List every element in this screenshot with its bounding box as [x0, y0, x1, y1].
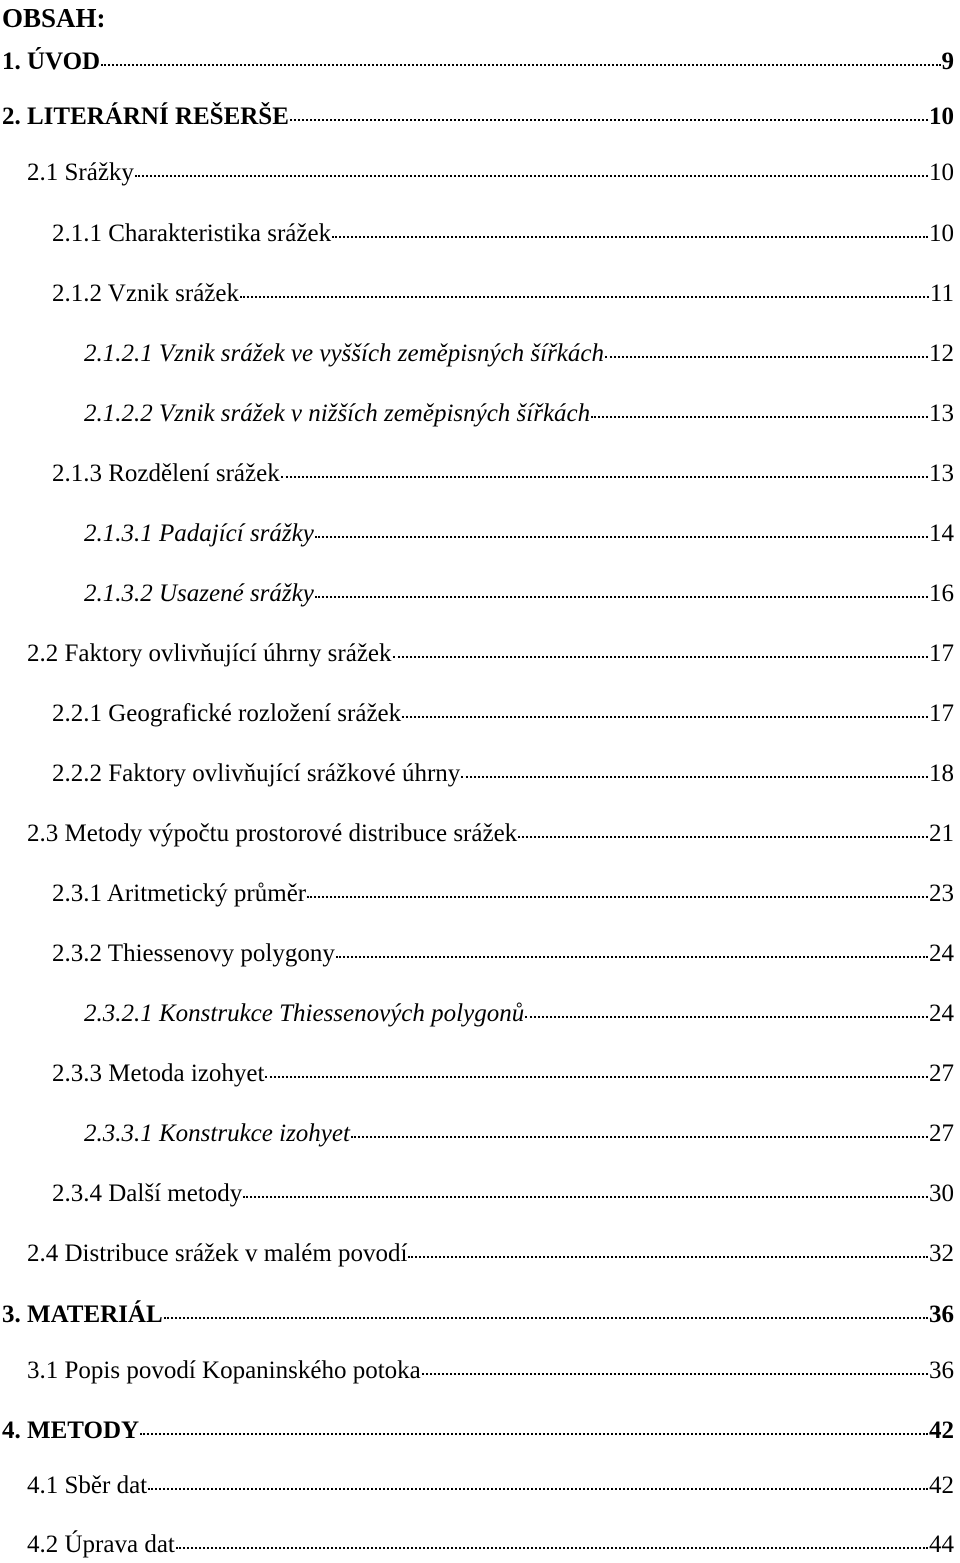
- toc-entry[interactable]: [27, 638, 954, 670]
- toc-entry[interactable]: [84, 578, 954, 610]
- leader-dots: [605, 356, 928, 358]
- leader-dots: [307, 896, 928, 898]
- toc-entry[interactable]: [84, 1118, 954, 1150]
- leader-dots: [101, 64, 940, 66]
- toc-entry-page: 27: [929, 1060, 954, 1087]
- toc-entry-title: 2.4 Distribuce srážek v malém povodí: [27, 1240, 408, 1267]
- toc-entry-page: 42: [929, 1472, 954, 1499]
- toc-entry[interactable]: [52, 698, 954, 730]
- leader-dots: [281, 476, 928, 478]
- toc-entry[interactable]: [52, 1058, 954, 1090]
- toc-entry-page: 36: [929, 1301, 954, 1328]
- toc-entry[interactable]: [84, 338, 954, 370]
- toc-entry-title: 2.3.2.1 Konstrukce Thiessenových polygonů: [84, 1000, 525, 1027]
- toc-entry[interactable]: [52, 758, 954, 790]
- toc-entry-page: 30: [929, 1180, 954, 1207]
- toc-entry-title: 2.2.1 Geografické rozložení srážek: [52, 700, 402, 727]
- toc-entry-title: 2. LITERÁRNÍ REŠERŠE: [2, 103, 289, 130]
- toc-entry[interactable]: [52, 458, 954, 490]
- leader-dots: [265, 1076, 928, 1078]
- leader-dots: [336, 956, 928, 958]
- toc-entry-page: 10: [929, 159, 954, 186]
- leader-dots: [408, 1256, 928, 1258]
- toc-entry-title: 2.1 Srážky: [27, 159, 134, 186]
- toc-entry-page: 36: [929, 1357, 954, 1384]
- toc-entry-title: 2.3.3.1 Konstrukce izohyet: [84, 1120, 350, 1147]
- toc-entry-page: 14: [929, 520, 954, 547]
- leader-dots: [176, 1547, 928, 1549]
- toc-entry-page: 12: [929, 340, 954, 367]
- toc-entry[interactable]: [84, 398, 954, 430]
- toc-entry[interactable]: [52, 218, 954, 250]
- leader-dots: [351, 1136, 928, 1138]
- leader-dots: [461, 776, 928, 778]
- toc-entry-title: 3. MATERIÁL: [2, 1301, 163, 1328]
- toc-entry[interactable]: [52, 878, 954, 910]
- toc-entry-page: 42: [929, 1417, 954, 1444]
- leader-dots: [243, 1196, 928, 1198]
- toc-entry-title: 2.1.2.2 Vznik srážek v nižších zeměpisných šířkách: [84, 400, 591, 427]
- toc-entry-title: 2.1.2.1 Vznik srážek ve vyšších zeměpisných šířkách: [84, 340, 604, 367]
- toc-entry-title: 4.2 Úprava dat: [27, 1531, 175, 1558]
- toc-entry-title: 4.1 Sběr dat: [27, 1472, 148, 1499]
- toc-entry-page: 24: [929, 1000, 954, 1027]
- toc-entry-title: 2.3.4 Další metody: [52, 1180, 243, 1207]
- toc-entry-page: 10: [929, 220, 954, 247]
- toc-entry-title: 2.1.3 Rozdělení srážek: [52, 460, 280, 487]
- leader-dots: [135, 175, 928, 177]
- toc-entry[interactable]: [27, 1238, 954, 1270]
- toc-entry[interactable]: [2, 46, 954, 78]
- leader-dots: [290, 119, 928, 121]
- leader-dots: [240, 296, 929, 298]
- toc-entry[interactable]: [27, 1470, 954, 1502]
- toc-entry[interactable]: [2, 1299, 954, 1331]
- leader-dots: [315, 536, 928, 538]
- toc-entry-page: 27: [929, 1120, 954, 1147]
- leader-dots: [591, 416, 928, 418]
- toc-entry[interactable]: [27, 1355, 954, 1387]
- toc-entry-title: 2.1.2 Vznik srážek: [52, 280, 239, 307]
- toc-entry[interactable]: [52, 1178, 954, 1210]
- leader-dots: [525, 1016, 928, 1018]
- toc-heading: OBSAH:: [2, 3, 106, 33]
- toc-entry-title: 4. METODY: [2, 1417, 140, 1444]
- toc-entry-title: 2.1.3.2 Usazené srážky: [84, 580, 314, 607]
- toc-entry[interactable]: [84, 998, 954, 1030]
- toc-entry-page: 16: [929, 580, 954, 607]
- toc-entry-title: 2.3.3 Metoda izohyet: [52, 1060, 265, 1087]
- toc-entry-title: 2.1.3.1 Padající srážky: [84, 520, 314, 547]
- toc-entry-page: 32: [929, 1240, 954, 1267]
- toc-entry-title: 3.1 Popis povodí Kopaninského potoka: [27, 1357, 421, 1384]
- toc-entry-title: 2.3.2 Thiessenovy polygony: [52, 940, 335, 967]
- leader-dots: [315, 596, 928, 598]
- toc-entry-title: 1. ÚVOD: [2, 48, 101, 75]
- toc-entry[interactable]: [2, 1415, 954, 1447]
- toc-entry[interactable]: [27, 1529, 954, 1561]
- leader-dots: [332, 236, 928, 238]
- toc-entry-title: 2.3.1 Aritmetický průměr: [52, 880, 307, 907]
- toc-entry-title: 2.2.2 Faktory ovlivňující srážkové úhrny: [52, 760, 461, 787]
- toc-entry-page: 18: [929, 760, 954, 787]
- toc-entry[interactable]: [84, 518, 954, 550]
- toc-entry-title: 2.1.1 Charakteristika srážek: [52, 220, 332, 247]
- toc-entry-page: 13: [929, 400, 954, 427]
- leader-dots: [393, 656, 928, 658]
- toc-entry-page: 23: [929, 880, 954, 907]
- toc-entry[interactable]: [2, 101, 954, 133]
- toc-entry-page: 44: [929, 1531, 954, 1558]
- leader-dots: [518, 836, 928, 838]
- toc-entry-page: 10: [929, 103, 954, 130]
- leader-dots: [164, 1317, 928, 1319]
- toc-entry-page: 11: [929, 280, 954, 307]
- leader-dots: [148, 1488, 928, 1490]
- leader-dots: [402, 716, 928, 718]
- toc-entry[interactable]: [27, 157, 954, 189]
- toc-entry[interactable]: [27, 818, 954, 850]
- toc-entry-title: 2.2 Faktory ovlivňující úhrny srážek: [27, 640, 392, 667]
- toc-entry-page: 17: [929, 640, 954, 667]
- toc-entry-page: 24: [929, 940, 954, 967]
- toc-entry-page: 9: [941, 48, 954, 75]
- leader-dots: [140, 1433, 928, 1435]
- toc-entry[interactable]: [52, 278, 954, 310]
- toc-entry-page: 21: [929, 820, 954, 847]
- toc-entry-page: 17: [929, 700, 954, 727]
- leader-dots: [422, 1373, 928, 1375]
- toc-entry-page: 13: [929, 460, 954, 487]
- toc-entry-title: 2.3 Metody výpočtu prostorové distribuce srážek: [27, 820, 518, 847]
- toc-entry[interactable]: [52, 938, 954, 970]
